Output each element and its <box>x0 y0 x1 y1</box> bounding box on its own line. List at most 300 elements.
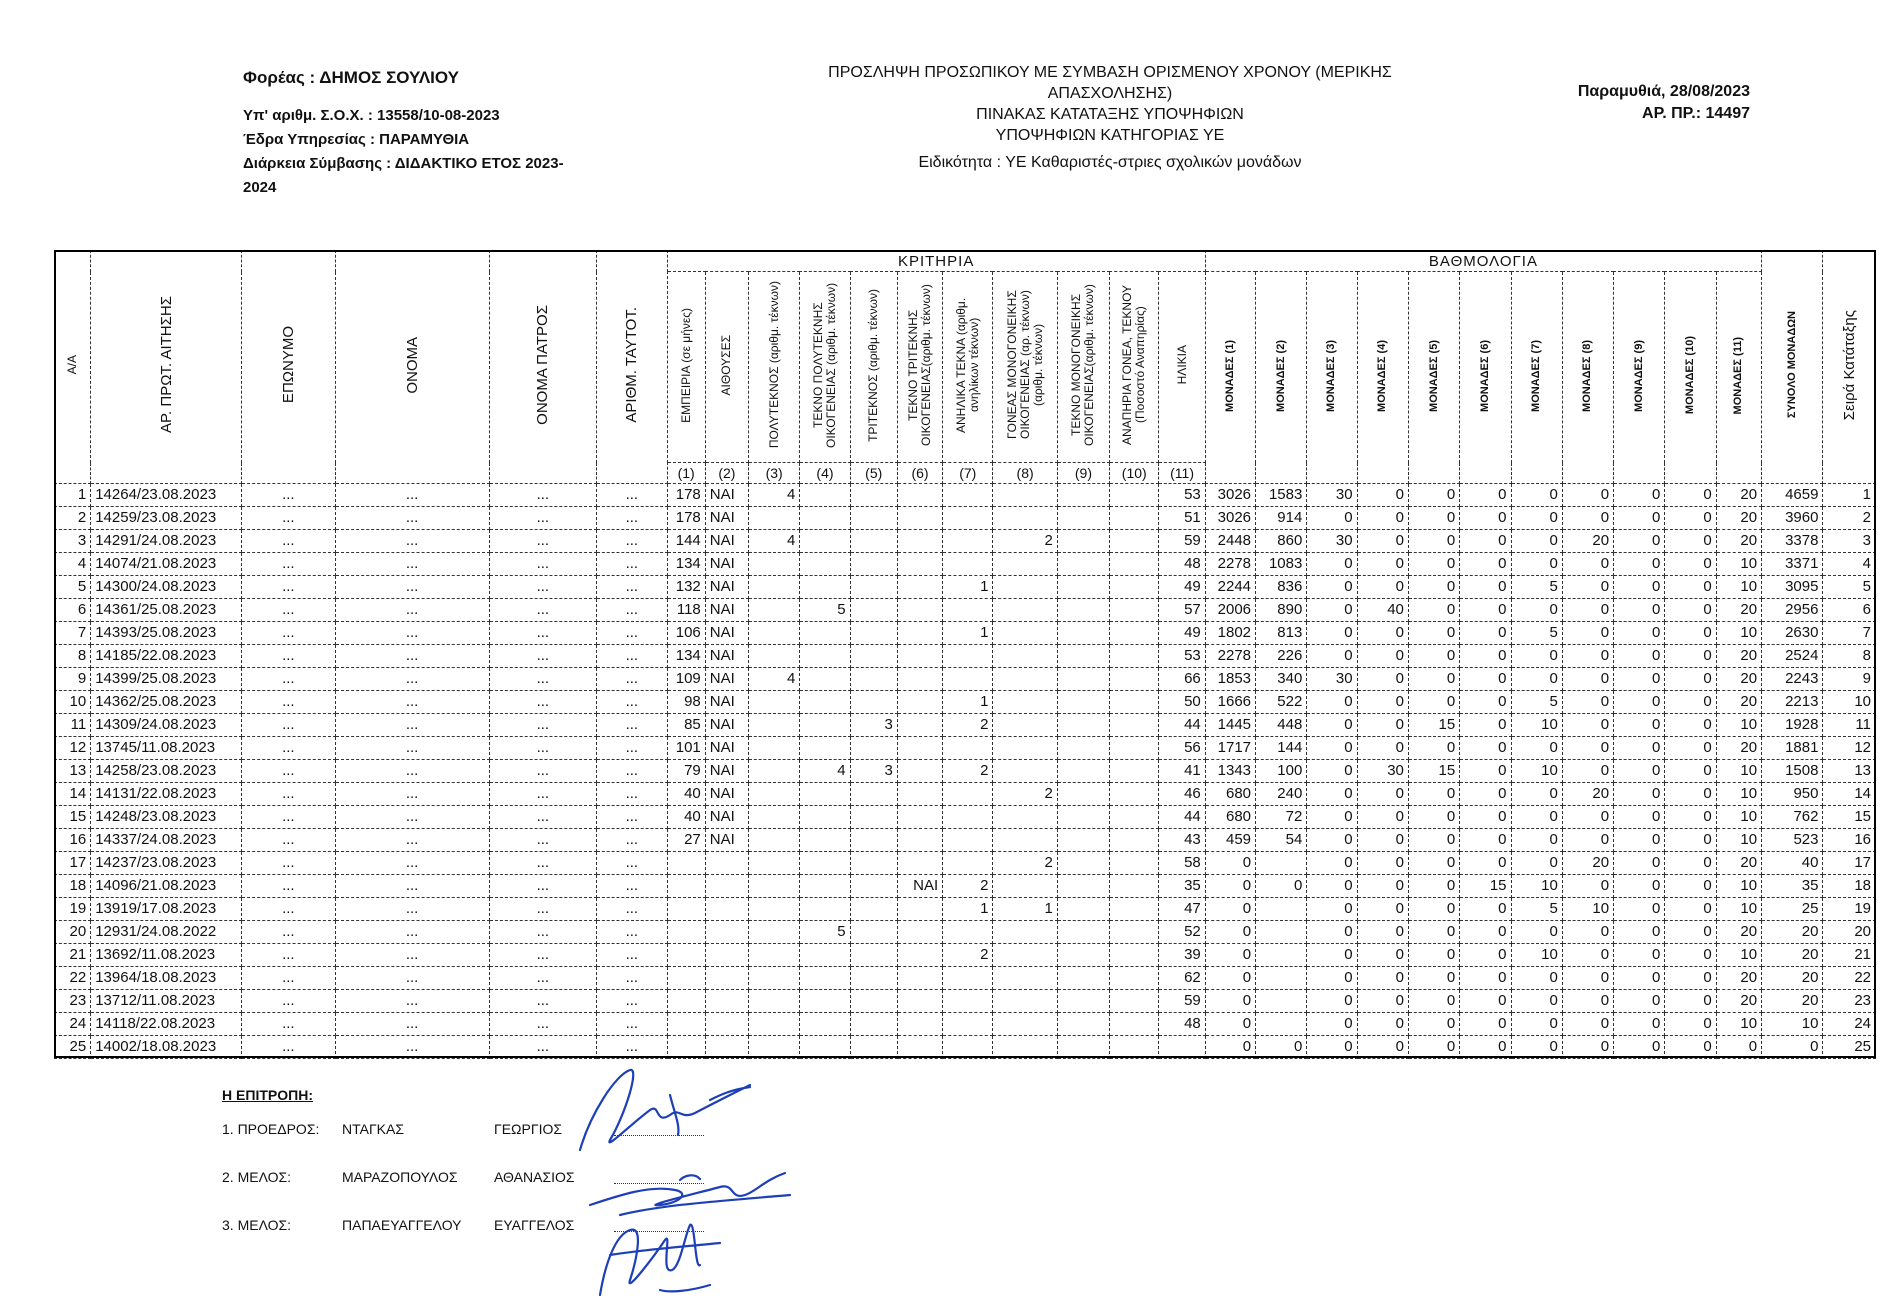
table-row <box>55 898 1876 921</box>
table-cell <box>993 553 1057 576</box>
table-cell: 20 <box>1716 668 1761 691</box>
table-cell <box>993 576 1057 599</box>
table-cell: 0 <box>1307 898 1357 921</box>
table-cell: ... <box>489 806 597 829</box>
table-cell: 10 <box>1716 1013 1761 1036</box>
table-cell <box>850 530 897 553</box>
table-cell <box>1057 898 1109 921</box>
table-cell <box>800 875 850 898</box>
table-cell <box>850 1036 897 1059</box>
table-cell <box>1110 691 1159 714</box>
table-cell: 0 <box>1460 829 1511 852</box>
table-cell: 30 <box>1307 668 1357 691</box>
table-cell: 0 <box>1460 921 1511 944</box>
table-cell: 0 <box>1614 1036 1665 1059</box>
table-cell: 0 <box>1665 990 1716 1013</box>
table-cell: 40 <box>667 783 705 806</box>
table-cell: 0 <box>1665 783 1716 806</box>
table-cell: 240 <box>1256 783 1307 806</box>
header-center <box>770 62 1450 173</box>
table-cell: 2 <box>993 783 1057 806</box>
table-cell <box>705 921 748 944</box>
table-cell: 0 <box>1460 783 1511 806</box>
table-cell: 57 <box>1159 599 1205 622</box>
table-cell: ... <box>597 990 667 1013</box>
table-cell <box>800 668 850 691</box>
table-cell: ... <box>597 599 667 622</box>
table-cell: 0 <box>1307 622 1357 645</box>
table-cell: 0 <box>1307 714 1357 737</box>
table-cell: 40 <box>667 806 705 829</box>
table-cell: 0 <box>1307 806 1357 829</box>
table-cell: 0 <box>1357 921 1408 944</box>
table-cell: 0 <box>1408 622 1459 645</box>
table-cell: ... <box>335 829 489 852</box>
table-cell <box>749 737 800 760</box>
table-cell: 178 <box>667 507 705 530</box>
table-cell: ... <box>597 553 667 576</box>
table-cell: 8 <box>1823 645 1876 668</box>
table-cell: ... <box>489 737 597 760</box>
table-cell: 12 <box>1823 737 1876 760</box>
table-cell: ... <box>597 691 667 714</box>
table-cell: 15 <box>1408 760 1459 783</box>
table-cell <box>1057 645 1109 668</box>
member-n: 3. ΜΕΛΟΣ: <box>222 1217 292 1233</box>
table-cell: 0 <box>1408 599 1459 622</box>
table-cell: 0 <box>1460 576 1511 599</box>
table-cell: 4 <box>749 530 800 553</box>
table-cell: 0 <box>1307 783 1357 806</box>
table-row <box>55 576 1876 599</box>
table-cell: 0 <box>1665 967 1716 990</box>
table-cell <box>1057 668 1109 691</box>
table-cell: 0 <box>1562 990 1613 1013</box>
table-cell <box>897 760 942 783</box>
table-cell: 0 <box>1408 898 1459 921</box>
table-cell <box>800 806 850 829</box>
table-cell: 448 <box>1256 714 1307 737</box>
table-cell: 13745/11.08.2023 <box>91 737 242 760</box>
table-cell: ... <box>242 576 336 599</box>
table-cell: ... <box>489 1013 597 1036</box>
contract-duration: Διάρκεια Σύμβασης : ΔΙΔΑΚΤΙΚΟ ΕΤΟΣ 2023-2024 <box>243 155 564 196</box>
table-cell <box>850 852 897 875</box>
table-cell: ... <box>242 553 336 576</box>
doc-date: Παραμυθιά, 28/08/2023 <box>1577 83 1750 100</box>
table-cell <box>943 1013 993 1036</box>
table-cell: 0 <box>1307 507 1357 530</box>
table-cell: ... <box>242 875 336 898</box>
table-cell <box>705 1013 748 1036</box>
table-cell <box>897 967 942 990</box>
table-cell: ... <box>242 898 336 921</box>
table-cell: 0 <box>1460 530 1511 553</box>
table-cell: 0 <box>1460 484 1511 507</box>
table-cell <box>1057 760 1109 783</box>
table-cell <box>897 599 942 622</box>
table-cell: 12 <box>55 737 91 760</box>
table-cell: 18 <box>1823 875 1876 898</box>
table-cell: ... <box>242 737 336 760</box>
table-cell: 3960 <box>1762 507 1823 530</box>
score-col-4: ΜΟΝΑΔΕΣ (4) <box>1357 272 1408 484</box>
table-cell: 0 <box>1562 553 1613 576</box>
table-cell <box>749 645 800 668</box>
table-cell: 0 <box>1357 484 1408 507</box>
table-cell: 0 <box>1665 737 1716 760</box>
table-cell: 14399/25.08.2023 <box>91 668 242 691</box>
table-cell: 0 <box>1357 783 1408 806</box>
table-cell <box>1110 599 1159 622</box>
table-cell: 2 <box>943 875 993 898</box>
score-col-11: ΜΟΝΑΔΕΣ (11) <box>1716 272 1761 484</box>
criteria-number-9: (9) <box>1057 463 1109 484</box>
table-cell <box>1110 898 1159 921</box>
criteria-col-6: ΤΕΚΝΟ ΤΡΙΤΕΚΝΗΣ ΟΙΚΟΓΕΝΕΙΑΣ(αριθμ. τέκνων) <box>897 272 942 463</box>
table-cell: 0 <box>1357 668 1408 691</box>
table-cell: 7 <box>55 622 91 645</box>
table-cell: 0 <box>1511 507 1562 530</box>
table-cell: 0 <box>1614 691 1665 714</box>
table-cell <box>943 1036 993 1059</box>
table-cell: ... <box>335 737 489 760</box>
table-cell: 20 <box>1762 990 1823 1013</box>
table-cell <box>850 553 897 576</box>
table-cell: 0 <box>1357 898 1408 921</box>
table-cell: 0 <box>1665 921 1716 944</box>
table-cell: ΝΑΙ <box>705 484 748 507</box>
table-cell: 20 <box>1562 530 1613 553</box>
criteria-number-7: (7) <box>943 463 993 484</box>
table-cell: 0 <box>1256 1036 1307 1059</box>
table-cell: 0 <box>1357 645 1408 668</box>
col-total: ΣΥΝΟΛΟ ΜΟΝΑΔΩΝ <box>1762 251 1823 484</box>
table-cell: 22 <box>1823 967 1876 990</box>
table-cell <box>800 967 850 990</box>
table-cell: 48 <box>1159 553 1205 576</box>
table-cell: 43 <box>1159 829 1205 852</box>
table-cell: ΝΑΙ <box>897 875 942 898</box>
table-cell <box>850 622 897 645</box>
table-cell: 2 <box>1823 507 1876 530</box>
criteria-number-1: (1) <box>667 463 705 484</box>
table-cell: 14002/18.08.2023 <box>91 1036 242 1059</box>
table-cell <box>897 668 942 691</box>
table-cell <box>749 990 800 1013</box>
table-cell: 836 <box>1256 576 1307 599</box>
table-cell: 23 <box>1823 990 1876 1013</box>
table-cell <box>1057 806 1109 829</box>
table-cell <box>1110 760 1159 783</box>
member-surname: ΠΑΠΑΕΥΑΓΓΕΛΟΥ <box>342 1217 462 1233</box>
table-cell: 0 <box>1205 898 1255 921</box>
table-cell: ... <box>597 967 667 990</box>
table-cell <box>993 645 1057 668</box>
table-cell: 0 <box>1665 576 1716 599</box>
header-right <box>1500 81 1750 125</box>
table-cell: ... <box>597 829 667 852</box>
table-cell: ΝΑΙ <box>705 553 748 576</box>
table-cell <box>993 668 1057 691</box>
table-cell <box>993 622 1057 645</box>
table-cell: ΝΑΙ <box>705 622 748 645</box>
table-cell <box>1057 783 1109 806</box>
table-cell: 0 <box>1562 806 1613 829</box>
table-cell <box>943 737 993 760</box>
table-cell: 0 <box>1511 990 1562 1013</box>
table-cell: 2243 <box>1762 668 1823 691</box>
table-cell <box>1110 645 1159 668</box>
table-cell <box>1110 852 1159 875</box>
table-cell: 0 <box>1460 898 1511 921</box>
table-cell: 17 <box>1823 852 1876 875</box>
table-cell: 0 <box>1614 668 1665 691</box>
table-cell: ... <box>489 530 597 553</box>
table-cell <box>667 875 705 898</box>
table-cell <box>943 990 993 1013</box>
table-cell <box>1057 1013 1109 1036</box>
table-cell: 0 <box>1460 967 1511 990</box>
score-col-10: ΜΟΝΑΔΕΣ (10) <box>1665 272 1716 484</box>
table-cell: 813 <box>1256 622 1307 645</box>
table-cell: 14309/24.08.2023 <box>91 714 242 737</box>
table-cell: 39 <box>1159 944 1205 967</box>
table-cell: 10 <box>1716 806 1761 829</box>
member-surname: ΝΤΑΓΚΑΣ <box>342 1121 405 1137</box>
table-cell: ... <box>489 668 597 691</box>
table-cell: ... <box>242 1013 336 1036</box>
table-cell: 19 <box>1823 898 1876 921</box>
table-cell: 0 <box>1408 967 1459 990</box>
table-cell: 1343 <box>1205 760 1255 783</box>
table-cell: 0 <box>1614 645 1665 668</box>
table-cell <box>943 530 993 553</box>
table-cell: 3026 <box>1205 484 1255 507</box>
table-cell: ... <box>489 829 597 852</box>
table-cell: 1 <box>943 576 993 599</box>
table-cell: 13 <box>1823 760 1876 783</box>
table-cell: ... <box>597 875 667 898</box>
table-cell <box>749 760 800 783</box>
table-cell: 0 <box>1357 1036 1408 1059</box>
table-cell <box>850 990 897 1013</box>
table-cell: 3 <box>55 530 91 553</box>
table-cell: 44 <box>1159 714 1205 737</box>
table-cell: ... <box>597 783 667 806</box>
table-row <box>55 553 1876 576</box>
table-cell: 178 <box>667 484 705 507</box>
table-cell: 2448 <box>1205 530 1255 553</box>
table-cell: ... <box>597 576 667 599</box>
table-cell: 14131/22.08.2023 <box>91 783 242 806</box>
criteria-col-5: ΤΡΙΤΕΚΝΟΣ (αριθμ. τέκνων) <box>850 272 897 463</box>
table-cell <box>749 599 800 622</box>
table-cell: ... <box>335 691 489 714</box>
table-cell: 22 <box>55 967 91 990</box>
table-cell <box>897 944 942 967</box>
table-cell <box>1057 691 1109 714</box>
table-cell: 0 <box>1562 944 1613 967</box>
table-cell: 14291/24.08.2023 <box>91 530 242 553</box>
table-cell: ... <box>335 1013 489 1036</box>
table-cell: ... <box>489 875 597 898</box>
table-cell: 53 <box>1159 645 1205 668</box>
table-cell <box>897 1036 942 1059</box>
table-cell: ΝΑΙ <box>705 645 748 668</box>
table-cell: 0 <box>1665 806 1716 829</box>
table-cell: 20 <box>1716 737 1761 760</box>
table-cell: 25 <box>1762 898 1823 921</box>
table-cell: 2278 <box>1205 553 1255 576</box>
table-cell <box>749 875 800 898</box>
table-cell: ΝΑΙ <box>705 691 748 714</box>
table-cell: 0 <box>1665 691 1716 714</box>
table-cell <box>1057 507 1109 530</box>
table-cell: 5 <box>1823 576 1876 599</box>
table-cell: 0 <box>1562 668 1613 691</box>
table-cell <box>850 967 897 990</box>
table-cell: 4 <box>800 760 850 783</box>
table-cell: 118 <box>667 599 705 622</box>
table-row <box>55 1013 1876 1036</box>
table-cell: 10 <box>1511 714 1562 737</box>
doc-title: ΠΡΟΣΛΗΨΗ ΠΡΟΣΩΠΙΚΟΥ ΜΕ ΣΥΜΒΑΣΗ ΟΡΙΣΜΕΝΟΥ ΧΡΟΝΟΥ (ΜΕΡΙΚΗΣ ΑΠΑΣΧΟΛΗΣΗΣ) <box>828 64 1392 102</box>
table-cell: 2 <box>993 530 1057 553</box>
table-cell: 3378 <box>1762 530 1823 553</box>
table-cell: 0 <box>1408 668 1459 691</box>
table-cell: 0 <box>1665 622 1716 645</box>
table-cell: 0 <box>1665 645 1716 668</box>
table-cell: 0 <box>1357 737 1408 760</box>
group-score: ΒΑΘΜΟΛΟΓΙΑ <box>1205 251 1761 272</box>
table-cell <box>800 576 850 599</box>
table-cell: 79 <box>667 760 705 783</box>
table-cell: 0 <box>1614 530 1665 553</box>
table-cell: 0 <box>1205 967 1255 990</box>
table-cell: ... <box>597 898 667 921</box>
table-cell: 0 <box>1307 875 1357 898</box>
table-cell: 2 <box>993 852 1057 875</box>
table-cell <box>1256 898 1307 921</box>
table-cell: 20 <box>1823 921 1876 944</box>
table-cell: 0 <box>1357 806 1408 829</box>
table-cell <box>993 921 1057 944</box>
table-cell: 14259/23.08.2023 <box>91 507 242 530</box>
table-cell: ... <box>489 599 597 622</box>
table-cell <box>1110 806 1159 829</box>
table-cell: 72 <box>1256 806 1307 829</box>
table-cell: ... <box>489 898 597 921</box>
table-cell <box>1057 967 1109 990</box>
table-cell <box>1057 852 1109 875</box>
table-row <box>55 875 1876 898</box>
table-cell: ... <box>489 760 597 783</box>
table-cell: 0 <box>1562 484 1613 507</box>
table-cell <box>1110 576 1159 599</box>
table-cell: ΝΑΙ <box>705 507 748 530</box>
table-cell: 0 <box>1307 599 1357 622</box>
table-cell <box>749 898 800 921</box>
table-cell: 0 <box>1408 875 1459 898</box>
table-cell: 0 <box>1665 553 1716 576</box>
table-cell: 5 <box>1511 691 1562 714</box>
table-cell: 1 <box>55 484 91 507</box>
table-cell: 1445 <box>1205 714 1255 737</box>
table-cell: 2213 <box>1762 691 1823 714</box>
table-cell <box>993 691 1057 714</box>
table-cell <box>943 829 993 852</box>
table-cell: 20 <box>1716 921 1761 944</box>
table-cell <box>800 1013 850 1036</box>
table-cell <box>1110 553 1159 576</box>
table-cell: 14237/23.08.2023 <box>91 852 242 875</box>
table-cell: 10 <box>1716 829 1761 852</box>
table-cell: 0 <box>1357 990 1408 1013</box>
table-cell: 66 <box>1159 668 1205 691</box>
table-cell <box>1057 599 1109 622</box>
criteria-col-11: ΗΛΙΚΙΑ <box>1159 272 1205 463</box>
table-cell <box>850 576 897 599</box>
table-cell <box>850 921 897 944</box>
table-cell: 0 <box>1614 1013 1665 1036</box>
table-cell: 5 <box>55 576 91 599</box>
table-cell: 0 <box>1460 737 1511 760</box>
table-cell: 2 <box>943 714 993 737</box>
table-cell: 10 <box>1716 576 1761 599</box>
table-cell: ... <box>335 1036 489 1059</box>
table-cell: 25 <box>1823 1036 1876 1059</box>
protocol-number: Υπ' αριθμ. Σ.Ο.Χ. : 13558/10-08-2023 <box>243 107 500 124</box>
table-cell: 0 <box>1511 852 1562 875</box>
table-cell: 41 <box>1159 760 1205 783</box>
table-cell: 5 <box>800 921 850 944</box>
table-cell: 2 <box>55 507 91 530</box>
table-cell: 0 <box>1614 967 1665 990</box>
table-cell: 0 <box>1460 760 1511 783</box>
table-cell <box>1057 622 1109 645</box>
table-cell: 21 <box>55 944 91 967</box>
table-cell: 523 <box>1762 829 1823 852</box>
service-seat: Έδρα Υπηρεσίας : ΠΑΡΑΜΥΘΙΑ <box>243 131 470 148</box>
table-cell: 21 <box>1823 944 1876 967</box>
table-cell: 0 <box>1562 576 1613 599</box>
table-cell <box>897 1013 942 1036</box>
table-cell: 0 <box>1511 829 1562 852</box>
table-row <box>55 944 1876 967</box>
table-cell: 0 <box>1357 530 1408 553</box>
table-cell: 0 <box>1614 852 1665 875</box>
table-cell: 0 <box>1357 553 1408 576</box>
table-cell <box>993 760 1057 783</box>
table-cell <box>943 645 993 668</box>
table-cell <box>800 852 850 875</box>
table-cell: 1 <box>943 691 993 714</box>
table-cell: 0 <box>1460 990 1511 1013</box>
table-cell: 0 <box>1460 507 1511 530</box>
table-cell: ... <box>335 507 489 530</box>
table-cell: 20 <box>1716 691 1761 714</box>
table-cell <box>897 829 942 852</box>
table-cell: 20 <box>1716 484 1761 507</box>
table-cell <box>850 1013 897 1036</box>
table-cell: ... <box>242 507 336 530</box>
table-cell: 109 <box>667 668 705 691</box>
table-cell: 10 <box>1762 1013 1823 1036</box>
table-cell: 9 <box>1823 668 1876 691</box>
table-cell: 5 <box>1511 898 1562 921</box>
table-cell: 340 <box>1256 668 1307 691</box>
